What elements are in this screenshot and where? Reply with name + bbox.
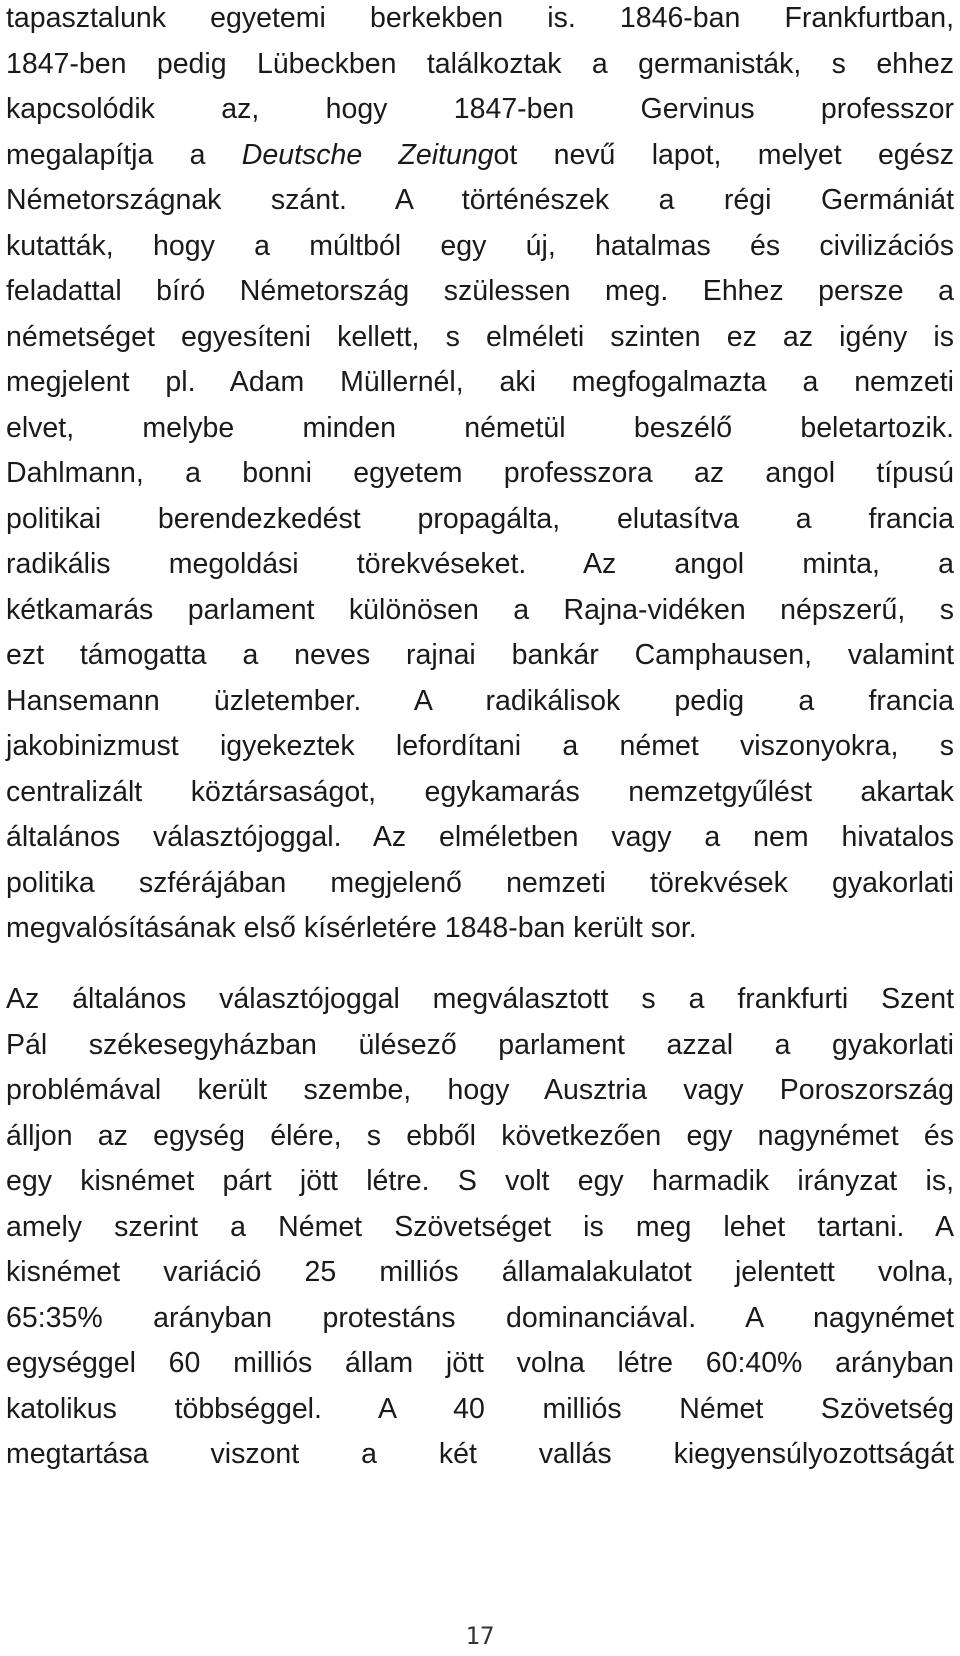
text-line: Pál székesegyházban ülésező parlament azzal a gyakorlati (6, 1028, 954, 1061)
text-line: Az általános választójoggal megválasztott s a frankfurti Szent (6, 983, 954, 1015)
newspaper-title: Deutsche Zeitung (241, 138, 494, 171)
text-line: feladattal bíró Németország szülessen meg. Ehhez persze a (6, 275, 954, 307)
text-line: Németországnak szánt. A történészek a régi Germániát (6, 184, 954, 216)
text-line: 65:35% arányban protestáns dominanciával. A nagynémet (6, 1301, 954, 1334)
text-line: 1847-ben pedig Lübeckben találkoztak a germanisták, s ehhez (6, 47, 954, 80)
text-line: politika szférájában megjelenő nemzeti törekvések gyakorlati (6, 866, 954, 899)
paragraph-1 (6, 0, 954, 952)
text-line: németséget egyesíteni kellett, s elméleti szinten ez az igény is (6, 320, 954, 353)
text-line: álljon az egység élére, s ebből következően egy nagynémet és (6, 1119, 954, 1152)
text-line: egységgel 60 milliós állam jött volna létre 60:40% arányban (6, 1347, 954, 1379)
text-line: katolikus többséggel. A 40 milliós Német Szövetség (6, 1392, 954, 1425)
text-line: kutatták, hogy a múltból egy új, hatalmas és civilizációs (6, 229, 954, 262)
text-line: megvalósításának első kísérletére 1848-ban került sor. (6, 912, 697, 944)
text-line: általános választójoggal. Az elméletben vagy a nem hivatalos (6, 821, 954, 853)
text-line: kapcsolódik az, hogy 1847-ben Gervinus professzor (6, 93, 954, 125)
text-line: centralizált köztársaságot, egykamarás nemzetgyűlést akartak (6, 775, 954, 808)
page-number: 17 (465, 1622, 495, 1650)
text-line: Hansemann üzletember. A radikálisok pedig a francia (6, 684, 954, 717)
text-segment: megalapítja a (6, 138, 242, 171)
text-line: ezt támogatta a neves rajnai bankár Camphausen, valamint (6, 639, 954, 671)
text-line: egy kisnémet párt jött létre. S volt egy harmadik irányzat is, (6, 1165, 954, 1197)
text-line: megtartása viszont a két vallás kiegyensúlyozottságát (6, 1438, 954, 1470)
text-line: kétkamarás parlament különösen a Rajna-vidéken népszerű, s (6, 593, 954, 626)
text-line: elvet, melybe minden németül beszélő beletartozik. (6, 411, 954, 444)
text-line: politikai berendezkedést propagálta, elutasítva a francia (6, 502, 954, 535)
text-line: megjelent pl. Adam Müllernél, aki megfogalmazta a nemzeti (6, 366, 954, 398)
text-line: jakobinizmust igyekeztek lefordítani a német viszonyokra, s (6, 730, 954, 762)
text-segment: ot nevű lapot, melyet egész (493, 138, 954, 171)
paragraph-2 (6, 977, 954, 1478)
text-line-with-italic (6, 133, 954, 179)
text-line: amely szerint a Német Szövetséget is meg lehet tartani. A (6, 1210, 954, 1243)
text-line: problémával került szembe, hogy Ausztria vagy Poroszország (6, 1074, 954, 1106)
text-line: radikális megoldási törekvéseket. Az angol minta, a (6, 548, 954, 580)
text-line: tapasztalunk egyetemi berkekben is. 1846-ban Frankfurtban, (6, 2, 954, 34)
text-line: kisnémet variáció 25 milliós államalakulatot jelentett volna, (6, 1256, 954, 1288)
text-line: Dahlmann, a bonni egyetem professzora az angol típusú (6, 457, 954, 489)
